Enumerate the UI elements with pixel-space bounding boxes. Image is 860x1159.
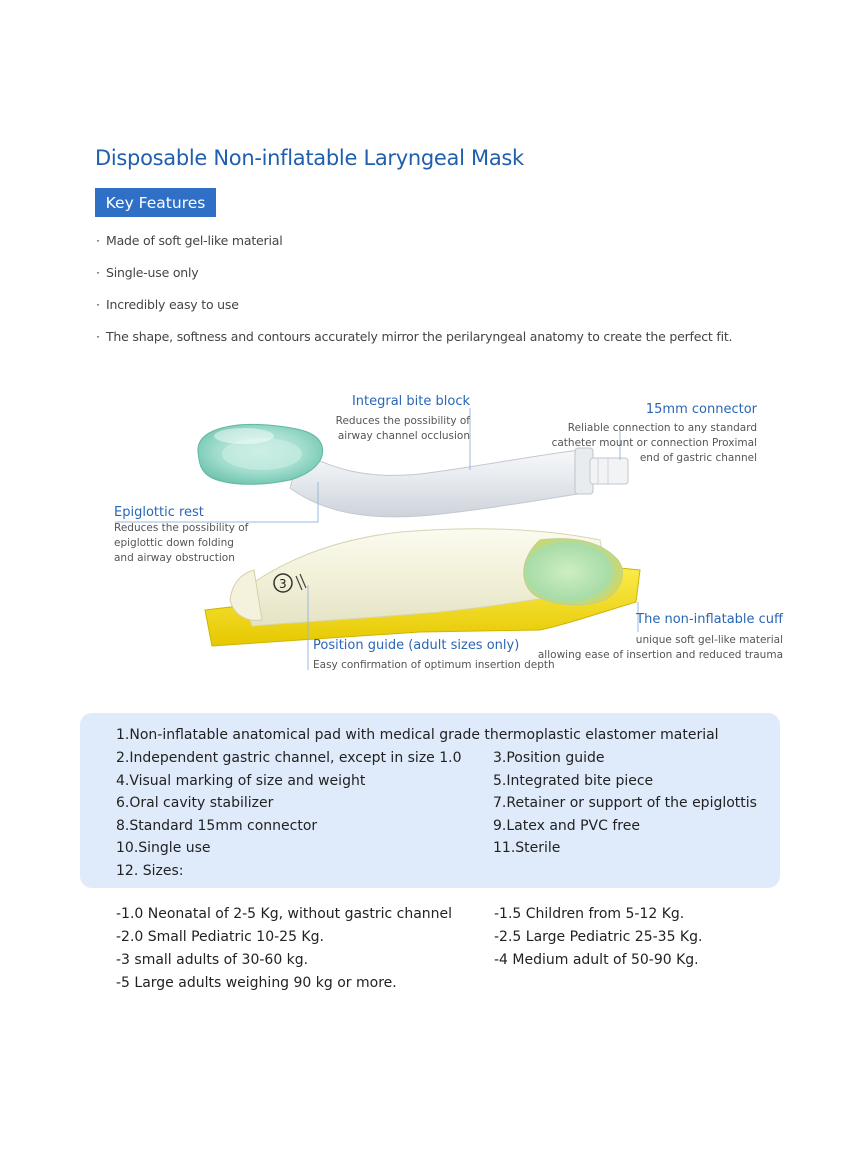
position-guide-title: Position guide (adult sizes only)	[313, 638, 520, 653]
bullet-text: Single-use only	[106, 265, 199, 280]
size-item: -2.0 Small Pediatric 10-25 Kg.	[116, 929, 324, 945]
size-item: -1.0 Neonatal of 2-5 Kg, without gastric channel	[116, 906, 453, 922]
feature-item: 7.Retainer or support of the epiglottis	[493, 795, 757, 811]
feature-item: 2.Independent gastric channel, except in size 1.0	[116, 750, 462, 766]
connector-title: 15mm connector	[645, 402, 757, 417]
feature-item: 4.Visual marking of size and weight	[116, 773, 366, 789]
bullet-item	[96, 262, 816, 294]
position-guide-desc: Easy confirmation of optimum insertion depth	[313, 659, 555, 671]
bite-block-desc: Reduces the possibility of airway channel occlusion	[335, 415, 470, 442]
bullet-dot: ·	[96, 297, 100, 312]
feature-bullets	[96, 230, 816, 358]
bullet-dot: ·	[96, 329, 100, 344]
epiglottic-title: Epiglottic rest	[114, 505, 204, 520]
bullet-item	[96, 230, 816, 262]
connector-desc: Reliable connection to any standard catheter mount or connection Proximal end of gastric channel	[551, 422, 757, 464]
feature-item: 8.Standard 15mm connector	[116, 818, 318, 834]
bullet-item	[96, 326, 816, 358]
size-item: -5 Large adults weighing 90 kg or more.	[116, 975, 397, 991]
feature-item: 11.Sterile	[493, 840, 561, 856]
feature-item: 6.Oral cavity stabilizer	[116, 795, 274, 811]
product-illustration	[0, 370, 860, 690]
size-item: -4 Medium adult of 50-90 Kg.	[494, 952, 699, 968]
size-item: -3 small adults of 30-60 kg.	[116, 952, 309, 968]
key-features-badge: Key Features	[95, 188, 216, 217]
feature-item: 1.Non-inflatable anatomical pad with medical grade thermoplastic elastomer material	[116, 727, 719, 743]
bite-block-title: Integral bite block	[351, 394, 470, 409]
bottom-device	[205, 529, 640, 646]
bullet-text: The shape, softness and contours accurately mirror the perilaryngeal anatomy to create the perfect fit.	[106, 329, 733, 344]
bullet-dot: ·	[96, 265, 100, 280]
feature-item: 3.Position guide	[493, 750, 605, 766]
bullet-dot: ·	[96, 233, 100, 248]
cuff-desc: unique soft gel-like material allowing ease of insertion and reduced trauma	[537, 634, 783, 661]
size-item: -1.5 Children from 5-12 Kg.	[494, 906, 685, 922]
size-item: -2.5 Large Pediatric 25-35 Kg.	[494, 929, 703, 945]
feature-item: 5.Integrated bite piece	[493, 773, 654, 789]
page-title: Disposable Non-inflatable Laryngeal Mask	[95, 146, 524, 170]
size-marking: 3	[279, 577, 287, 591]
cuff-title: The non-inflatable cuff	[636, 612, 783, 627]
feature-item: 12. Sizes:	[116, 863, 184, 879]
feature-item: 10.Single use	[116, 840, 211, 856]
epiglottic-desc: Reduces the possibility of epiglottic down folding and airway obstruction	[114, 522, 249, 564]
bullet-text: Incredibly easy to use	[106, 297, 239, 312]
bullet-text: Made of soft gel-like material	[106, 233, 283, 248]
features-panel	[80, 713, 780, 888]
feature-item: 9.Latex and PVC free	[493, 818, 640, 834]
bullet-item	[96, 294, 816, 326]
